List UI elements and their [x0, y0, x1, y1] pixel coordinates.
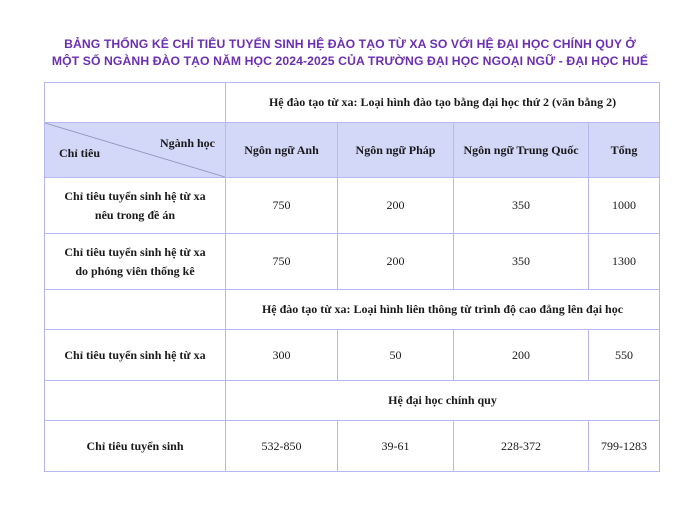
table-title: [0, 36, 700, 70]
table-cell: 532-850: [226, 421, 338, 472]
column-header: Ngôn ngữ Anh: [226, 123, 338, 178]
title-line-2: MỘT SỐ NGÀNH ĐÀO TẠO NĂM HỌC 2024-2025 CỦA TRƯỜNG ĐẠI HỌC NGOẠI NGỮ - ĐẠI HỌC HUẾ: [51, 54, 649, 68]
row-label: Chỉ tiêu tuyển sinh hệ từ xa: [45, 330, 226, 381]
column-header: Ngôn ngữ Trung Quốc: [454, 123, 589, 178]
enrollment-table: [44, 82, 660, 472]
table-cell: 750: [226, 234, 338, 290]
row-label: Chỉ tiêu tuyển sinh: [45, 421, 226, 472]
section2-header-row: [45, 290, 660, 330]
corner-header-cell: [45, 123, 226, 178]
table-row: [45, 178, 660, 234]
corner-bottom-label: Chỉ tiêu: [59, 146, 101, 160]
table-cell: 200: [454, 330, 589, 381]
table-cell: 39-61: [338, 421, 454, 472]
table-cell: 1000: [589, 178, 660, 234]
table-cell: 200: [338, 234, 454, 290]
table-cell: 50: [338, 330, 454, 381]
row-label: Chỉ tiêu tuyển sinh hệ từ xa do phóng viên thống kê: [45, 234, 226, 290]
table-cell: 1300: [589, 234, 660, 290]
table-cell: 350: [454, 178, 589, 234]
empty-cell: [45, 83, 226, 123]
section1-header-row: [45, 83, 660, 123]
section3-header-row: [45, 381, 660, 421]
column-header: Tổng: [589, 123, 660, 178]
empty-cell: [45, 290, 226, 330]
table-cell: 799-1283: [589, 421, 660, 472]
row-label: Chỉ tiêu tuyển sinh hệ từ xa nêu trong đề án: [45, 178, 226, 234]
table-row: [45, 330, 660, 381]
title-line-1: BẢNG THỐNG KÊ CHỈ TIÊU TUYỂN SINH HỆ ĐÀO TẠO TỪ XA SO VỚI HỆ ĐẠI HỌC CHÍNH QUY Ở: [64, 37, 636, 51]
table-row: [45, 421, 660, 472]
table-cell: 750: [226, 178, 338, 234]
table-cell: 200: [338, 178, 454, 234]
section2-title: Hệ đào tạo từ xa: Loại hình liên thông từ trình độ cao đẳng lên đại học: [226, 290, 660, 330]
table-row: [45, 234, 660, 290]
column-header-row: [45, 123, 660, 178]
column-header: Ngôn ngữ Pháp: [338, 123, 454, 178]
empty-cell: [45, 381, 226, 421]
table-cell: 300: [226, 330, 338, 381]
section3-title: Hệ đại học chính quy: [226, 381, 660, 421]
corner-top-label: Ngành học: [159, 136, 215, 150]
table-cell: 550: [589, 330, 660, 381]
section1-title: Hệ đào tạo từ xa: Loại hình đào tạo bằng đại học thứ 2 (văn bằng 2): [226, 83, 660, 123]
table-cell: 228-372: [454, 421, 589, 472]
table-cell: 350: [454, 234, 589, 290]
